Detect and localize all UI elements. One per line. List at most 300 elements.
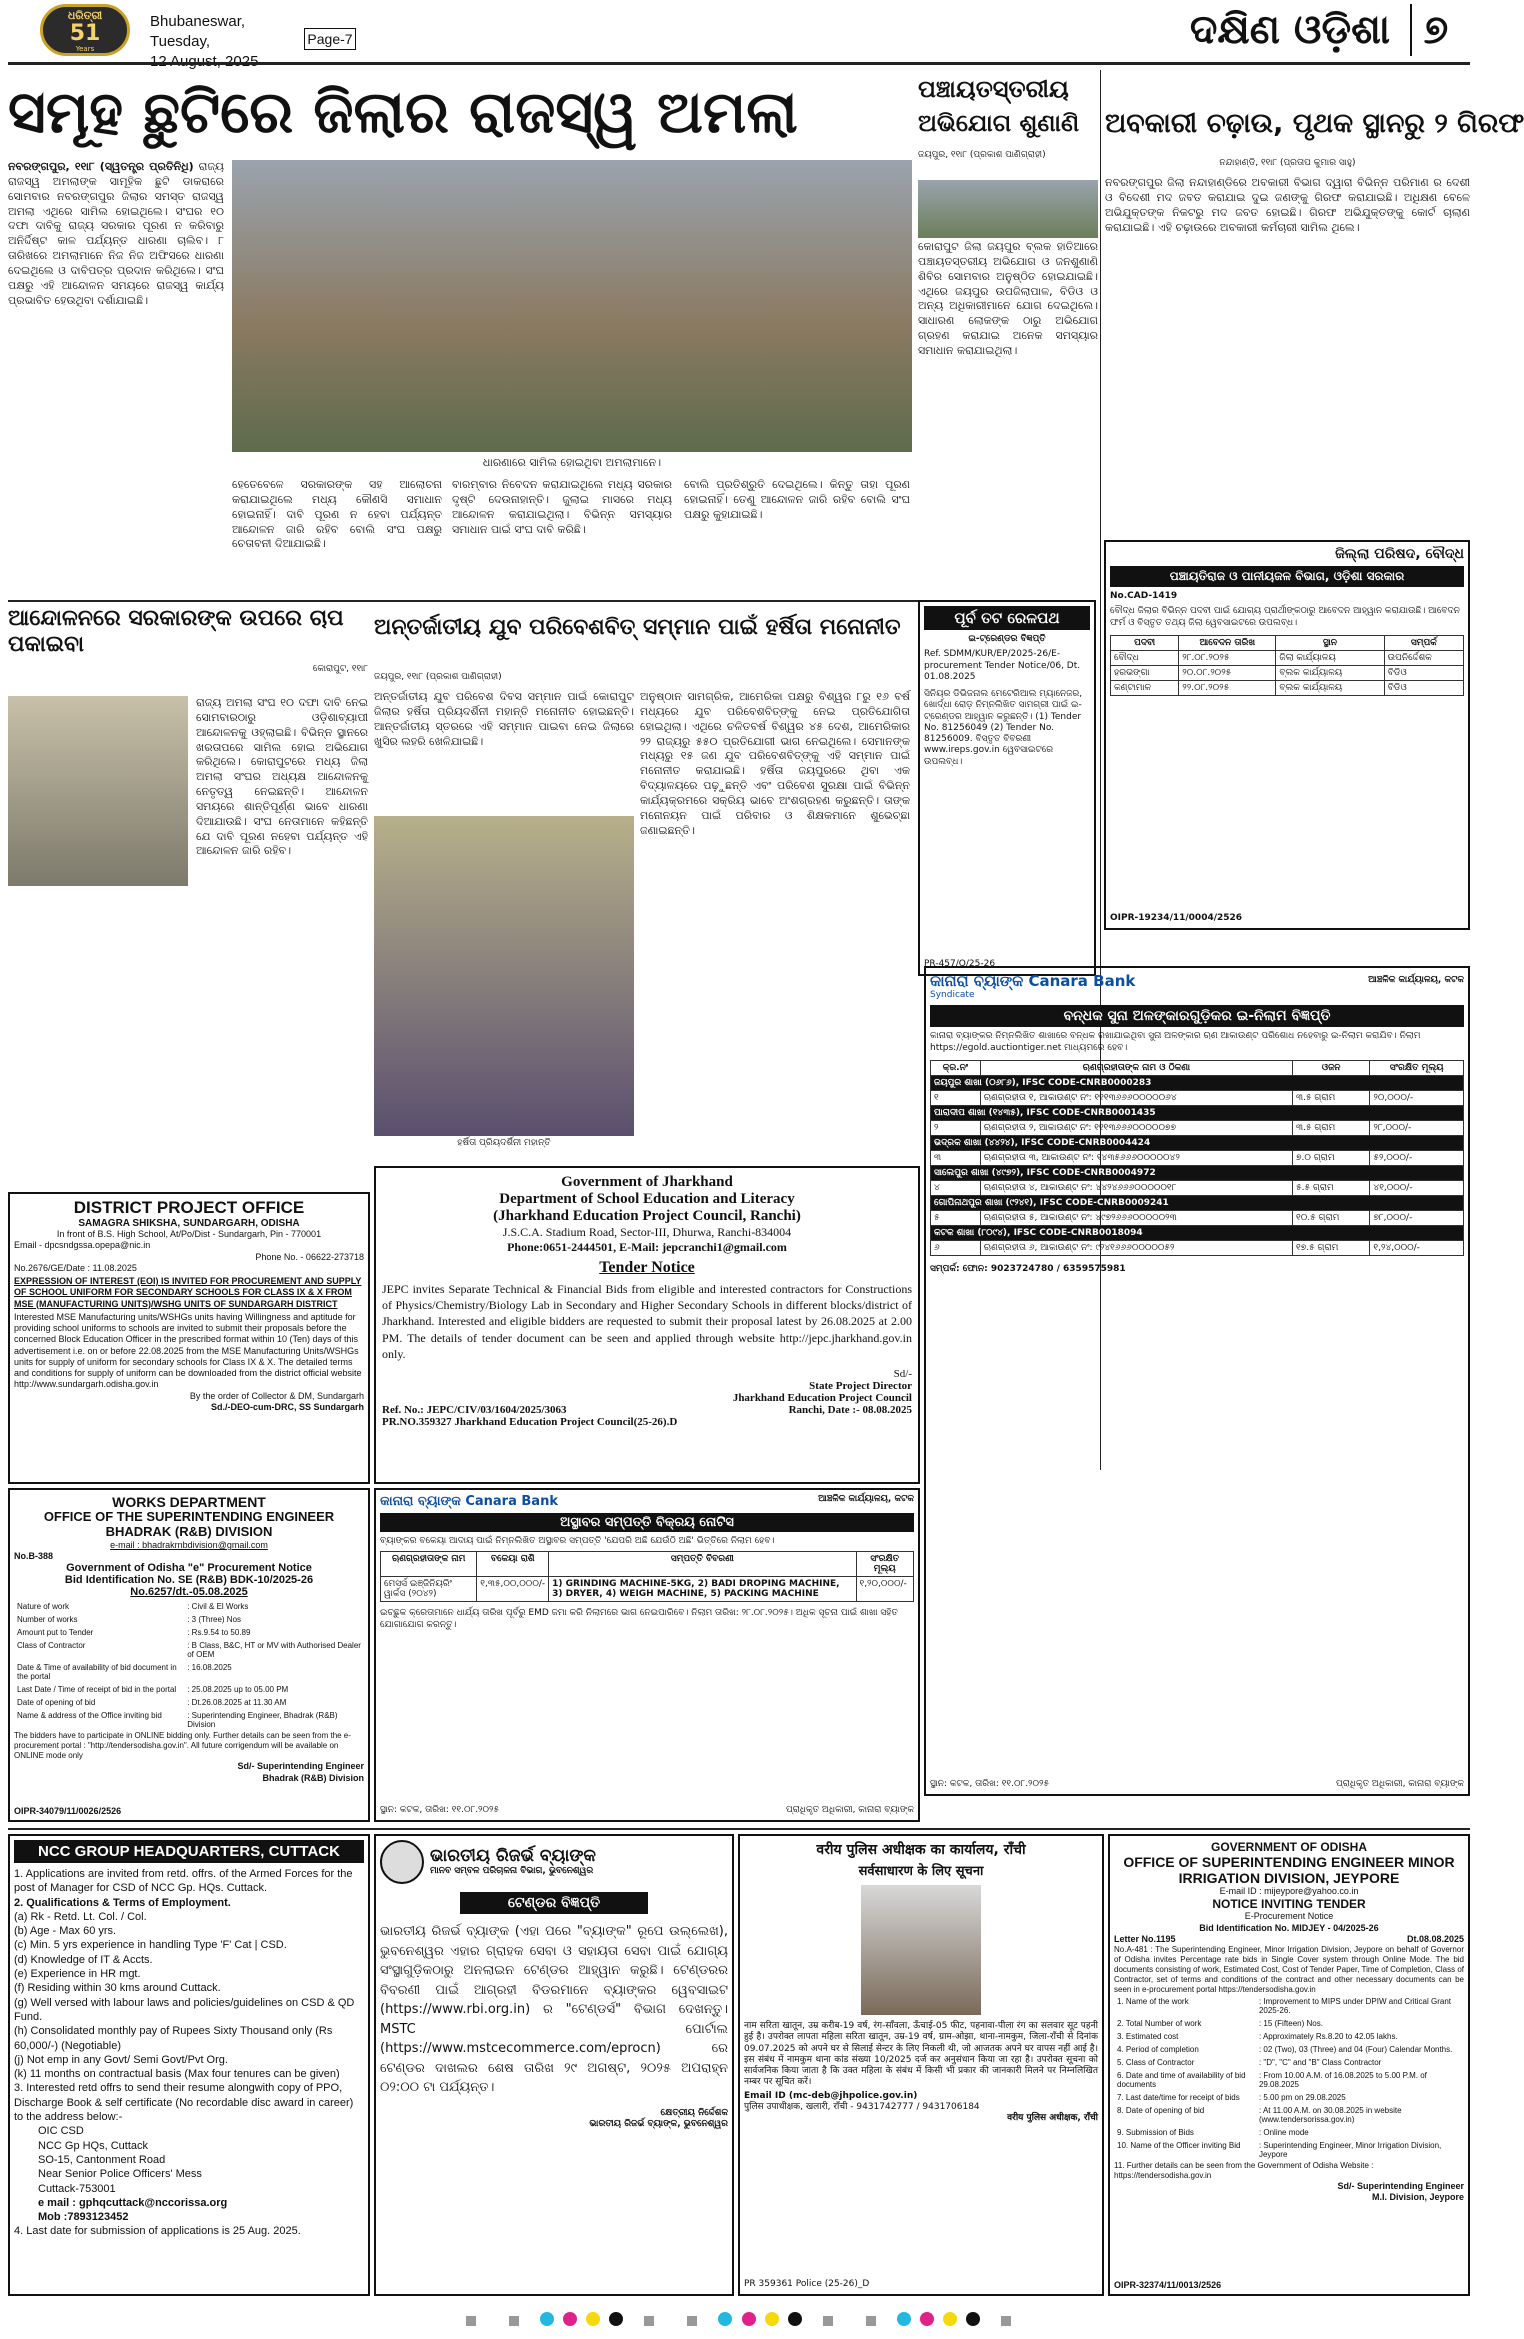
list-item: Mob :7893123452	[38, 2211, 129, 2224]
zilla-cell: ଜିଲା କାର୍ଯ୍ୟାଳୟ	[1276, 650, 1384, 665]
magenta-dot-icon	[742, 2312, 756, 2326]
magenta-dot-icon	[563, 2312, 577, 2326]
lead-story-body	[8, 160, 224, 596]
works-email: e-mail : bhadrakrnbdivision@gmail.com	[110, 1539, 268, 1550]
mi-val: : From 10.00 A.M. of 16.08.2025 to 5.00 P.M. of 29.08.2025	[1258, 2071, 1427, 2090]
dpo-email: Email - dpcsndgssa.opepa@nic.in	[14, 1240, 151, 1251]
zilla-cell: ୨୦.୦୮.୨୦୨୫	[1179, 665, 1276, 680]
cyan-dot-icon	[718, 2312, 732, 2326]
zilla-cell: ବିଡିଓ	[1384, 665, 1463, 680]
canara-cell: ୬	[931, 1240, 981, 1255]
lead-photo	[232, 160, 912, 452]
zilla-cell: ବ୍ଲକ କାର୍ଯ୍ୟାଳୟ	[1276, 680, 1384, 695]
mi-bid: Bid Identification No. MIDJEY - 04/2025-26	[1199, 1922, 1379, 1933]
works-date-ref: No.6257/dt.-05.08.2025	[130, 1586, 248, 1599]
youth-headline: ଅନ୍ତର୍ଜାତୀୟ ଯୁବ ପରିବେଶବିତ୍ ସମ୍ମାନ ପାଇଁ ହର୍ଷିତା ମନୋନୀତ	[374, 615, 901, 640]
movement-headline: ଆନ୍ଦୋଳନରେ ସରକାରଙ୍କ ଉପରେ ଚାପ ପକାଇବା	[8, 606, 344, 657]
grey-square-icon	[823, 2316, 833, 2326]
canara2-th: ଋଣଗ୍ରହୀତାଙ୍କ ନାମ	[381, 1552, 477, 1577]
works-val: : Superintending Engineer, Bhadrak (R&B) Division	[187, 1711, 338, 1730]
canara-place: ସ୍ଥାନ: କଟକ, ତାରିଖ: ୧୧.୦୮.୨୦୨୫	[930, 1778, 1050, 1789]
canara2-body: ଇଚ୍ଛୁକ କ୍ରେତାମାନେ ଧାର୍ଯ୍ୟ ତାରିଖ ପୂର୍ବରୁ EMD ଜମା କରି ନିଲାମରେ ଭାଗ ନେଇପାରିବେ। ନିଲାମ ତାରିଖ: ୨୮.୦୮.୨୦୨୫। ଅଧିକ ସୂଚନା ପାଇଁ ଶାଖା ସହିତ ଯୋଗାଯୋଗ କରନ୍ତୁ।	[380, 1608, 898, 1630]
canara-cell: ୫୨,୦୦୦/-	[1370, 1150, 1464, 1165]
canara2-table-header	[381, 1552, 914, 1577]
list-item: (c) Min. 5 yrs experience in handling Type 'F' Cat | CSD.	[14, 1939, 287, 1952]
dpo-address: In front of B.S. High School, At/Po/Dist - Sundargarh, Pin - 770001	[56, 1229, 322, 1239]
zilla-table-header	[1111, 635, 1464, 650]
zilla-th: ଆବେଦନ ତାରିଖ	[1179, 635, 1276, 650]
works-key: Nature of work	[17, 1602, 70, 1612]
list-item: NCC Gp HQs, Cuttack	[38, 2139, 149, 2152]
youth-dateline: ଜୟପୁର, ୧୧ା୮ (ପ୍ରକାଶ ପାଣିଗ୍ରାହୀ)	[374, 672, 502, 682]
branch-bar	[931, 1135, 1464, 1150]
canara-cell: ଋଣଗ୍ରହୀତା ୩, ଆକାଉଣ୍ଟ ନଂ: ୧୪୩୫୬୬୬୦୦୦୦୦୪୨	[980, 1150, 1292, 1165]
page-label: Page-7	[304, 28, 356, 50]
canara-intro: କାନାରା ବ୍ୟାଙ୍କର ନିମ୍ନଲିଖିତ ଶାଖାରେ ବନ୍ଧକ ରଖାଯାଇଥିବା ସୁନା ଅଳଙ୍କାର ଋଣ ଆକାଉଣ୍ଟ ପରିଶୋଧ ନହେବାରୁ ଇ-ନିଲାମ କରାଯିବ। ନିଲାମ https://egold.auctiontiger.net ମାଧ୍ୟମରେ ହେବ।	[930, 1031, 1421, 1053]
table-row	[931, 1120, 1464, 1135]
table-row	[14, 1626, 364, 1639]
works-key: Name & address of the Office inviting bid	[17, 1711, 162, 1721]
canara-sign: ପ୍ରାଧିକୃତ ଅଧିକାରୀ, କାନାରା ବ୍ୟାଙ୍କ	[1336, 1778, 1464, 1789]
mi-table	[1114, 1995, 1464, 2161]
canara2-cell: ୧,୩୫,୦୦,୦୦୦/-	[477, 1577, 549, 1602]
canara2-header	[380, 1494, 914, 1509]
panchayat-photo	[918, 180, 1098, 238]
zilla-cell: ୨୨.୦୮.୨୦୨୫	[1179, 680, 1276, 695]
youth-body-right: ଅନୁଷ୍ଠାନ ସାମଗ୍ରିକ, ଆମେରିକା ପକ୍ଷରୁ ବିଶ୍ୱର ୮ରୁ ୧୬ ବର୍ଷ ମଧ୍ୟରେ ଯୁବ ପରିବେଶବିତ୍‌ଙ୍କୁ ନେଇ ପ୍ରତିଯୋଗିତା ହୋଇଥିଲା। ଏଥିରେ ଚଳିତବର୍ଷ ବିଶ୍ୱର ୪୫ ଦେଶ, ଆମେରିକାର ୨୨ ରାଜ୍ୟରୁ ୫୫୦ ପ୍ରତିଯୋଗୀ ଭାଗ ନେଇଥିଲେ। ସେମାନଙ୍କ ମଧ୍ୟରୁ ୧୫ ଜଣ ଯୁବ ପରିବେଶବିତ୍‌ଙ୍କୁ ଏହି ସମ୍ମାନ ପାଇଁ ମନୋନୀତ କରାଯାଇଛି। ହର୍ଷିତା ଜୟପୁରରେ ଥିବା ଏକ ବିଦ୍ୟାଳୟରେ ପଢ଼ୁଛନ୍ତି ଏବଂ ପରିବେଶ ସୁରକ୍ଷା ପାଇଁ ବିଭିନ୍ନ କାର୍ଯ୍ୟକ୍ରମରେ ସକ୍ରିୟ ଭାବେ ଅଂଶଗ୍ରହଣ କରୁଛନ୍ତି। ତାଙ୍କ ମନୋନୟନ ପାଇଁ ପରିବାର ଓ ଶିକ୍ଷକମାନେ ଶୁଭେଚ୍ଛା ଜଣାଇଛନ୍ତି।	[640, 690, 910, 837]
dpo-sign: By the order of Collector & DM, Sundargarh	[189, 1390, 364, 1401]
dpo-phone: Phone No. - 06622-273718	[255, 1251, 364, 1262]
mi-val: : "D", "C" and "B" Class Contractor	[1258, 2058, 1382, 2068]
black-dot-icon	[609, 2312, 623, 2326]
canara-branch: କଟକ ଶାଖା (୮୦୯୪), IFSC CODE-CNRB0018094	[931, 1225, 1464, 1240]
works-sign-2: Bhadrak (R&B) Division	[262, 1772, 364, 1783]
zilla-cell: ହରଭଙ୍ଗା	[1111, 665, 1179, 680]
canara-title: ବନ୍ଧକ ସୁନା ଅଳଙ୍କାରଗୁଡ଼ିକର ଇ-ନିଲାମ ବିଜ୍ଞପ୍ତି	[930, 1005, 1464, 1027]
canara2-th: ବକେୟା ରାଶି	[477, 1552, 549, 1577]
list-item: 1. Applications are invited from retd. offrs. of the Armed Forces for the post of Manager for CSD of NCC Gp. HQs. Cuttack.	[14, 1868, 353, 1895]
masthead	[0, 0, 1477, 60]
zilla-table	[1110, 635, 1464, 696]
canara-cell: ୭.୦ ଗ୍ରାମ	[1293, 1150, 1370, 1165]
movement-body: ରାଜ୍ୟ ଅମଲା ସଂଘ ୧୦ ଦଫା ଦାବି ନେଇ ସୋମବାରଠାରୁ ଓଡ଼ିଶାବ୍ୟାପୀ ଆନ୍ଦୋଳନକୁ ଓହ୍ଲାଇଛି। ବିଭିନ୍ନ ସ୍ଥାନରେ ଖରତାପରେ ସାମିଲ ହୋଇ ଅଭିଯୋଗ କରିଥିଲେ। କୋରାପୁଟରେ ମଧ୍ୟ ଜିଲା ଅମଲା ସଂଘର ଅଧ୍ୟକ୍ଷ ଆନ୍ଦୋଳନକୁ ନେତୃତ୍ୱ ନେଇଛନ୍ତି। ଆନ୍ଦୋଳନ ସମୟରେ ଶାନ୍ତିପୂର୍ଣ୍ଣ ଭାବେ ଧାରଣା ଦିଆଯାଉଛି। ସଂଘ ନେତାମାନେ କହିଛନ୍ତି ଯେ ଦାବି ପୂରଣ ନହେବା ପର୍ଯ୍ୟନ୍ତ ଏହି ଆନ୍ଦୋଳନ ଜାରି ରହିବ।	[196, 696, 368, 858]
table-row	[381, 1577, 914, 1602]
table-row	[1114, 2017, 1464, 2030]
canara2-sign-2: ପ୍ରାଧିକୃତ ଅଧିକାରୀ, କାନାରା ବ୍ୟାଙ୍କ	[786, 1804, 914, 1815]
table-row	[14, 1613, 364, 1626]
canara2-cell: ୧,୨୦,୦୦୦/-	[856, 1577, 914, 1602]
jh-sign-3: Jharkhand Education Project Council	[732, 1391, 912, 1404]
mi-val: : Superintending Engineer, Minor Irrigation Division, Jeypore	[1258, 2141, 1442, 2160]
police-sign: वरीय पुलिस अधीक्षक, राँची	[1007, 2113, 1098, 2123]
rbi-title: ଭାରତୀୟ ରିଜର୍ଭ ବ୍ୟାଙ୍କ	[430, 1846, 596, 1867]
table-row	[14, 1683, 364, 1696]
canara-cell: ୫.୫ ଗ୍ରାମ	[1293, 1180, 1370, 1195]
canara-th: ଋଣଗ୍ରହୀତାଙ୍କ ନାମ ଓ ଠିକଣା	[980, 1060, 1292, 1075]
panchayat-dateline: ଜୟପୁର, ୧୧ା୮ (ପ୍ରକାଶ ପାଣିଗ୍ରାହୀ)	[918, 150, 1046, 160]
mi-key: 3. Estimated cost	[1117, 2032, 1179, 2042]
ncc-items	[14, 1867, 364, 2239]
canara-header	[930, 972, 1464, 990]
canara-sale-ad	[374, 1488, 920, 1822]
masthead-rule	[8, 62, 1470, 65]
dateline	[150, 12, 300, 58]
rbi-ad	[374, 1834, 734, 2296]
list-item: 3. Interested retd offrs to send their resume alongwith copy of PPO, Discharge Book & self certificate (No recordable disc award in career) to the address below:-	[14, 2082, 354, 2124]
canara2-cell: ମେସର୍ସ ଇଞ୍ଜିନିୟରିଂ ୱାର୍କସ (୨୦୪୨)	[381, 1577, 477, 1602]
railway-title: ପୂର୍ବ ତଟ ରେଳପଥ	[924, 606, 1090, 630]
table-row	[14, 1661, 364, 1683]
list-item: Near Senior Police Officers' Mess	[38, 2168, 202, 2181]
police-pr: PR 359361 Police (25-26)_D	[744, 2278, 870, 2289]
mi-letter-row	[1114, 1934, 1464, 1945]
works-val: : B Class, B&C, HT or MV with Authorised Dealer of OEM	[187, 1641, 361, 1660]
canara-cell: ୧,୨୪,୦୦୦/-	[1370, 1240, 1464, 1255]
dateline-line-1: Bhubaneswar, Tuesday,	[150, 13, 246, 50]
excise-body: ନବରଙ୍ଗପୁର ଜିଲା ନନ୍ଦାହାଣ୍ଡିରେ ଅବକାରୀ ବିଭାଗ ଦ୍ୱାରା ବିଭିନ୍ନ ପରିମାଣ ର ଦେଶୀ ଓ ବିଦେଶୀ ମଦ ଜବତ କରାଯାଇ ଦୁଇ ଜଣଙ୍କୁ ଗିରଫ କରାଯାଇଛି। ଅଧିକ୍ଷଣ ବେଳେ ଅଭିଯୁକ୍ତଙ୍କ ନିକଟରୁ ମଦ ଜବତ ହୋଇଛି। ଗିରଫ ଅଭିଯୁକ୍ତଙ୍କୁ କୋର୍ଟ ଚାଲାଣ କରାଯାଇଛି। ଏହି ଚଢ଼ାଉରେ ଅବକାରୀ କର୍ମଚାରୀ ସାମିଲ ଥିଲେ।	[1105, 176, 1470, 234]
mi-key: 6. Date and time of availability of bid documents	[1117, 2071, 1246, 2090]
zilla-cell: ଉପନିର୍ଦ୍ଦେଶକ	[1384, 650, 1463, 665]
table-row	[1114, 2069, 1464, 2091]
canara2-th: ସଂରକ୍ଷିତ ମୂଲ୍ୟ	[856, 1552, 914, 1577]
table-row	[931, 1090, 1464, 1105]
lead-col-4: ବୋଲି ପ୍ରତିଶ୍ରୁତି ଦେଇଥିଲେ। କିନ୍ତୁ ତାହା ପୂରଣ ହୋଇନାହିଁ। ତେଣୁ ଆନ୍ଦୋଳନ ଜାରି ରହିବ ବୋଲି ସଂଘ ପକ୍ଷରୁ କୁହାଯାଇଛି।	[684, 478, 910, 521]
black-dot-icon	[966, 2312, 980, 2326]
excise-dateline: ନନ୍ଦାହାଣ୍ଡି, ୧୧ା୮ (ପ୍ରତାପ କୁମାର ସାହୁ)	[1219, 158, 1356, 168]
railway-footer: PR-457/Q/25-26	[924, 958, 996, 969]
table-row	[1114, 2056, 1464, 2069]
canara2-title: ଅସ୍ଥାବର ସମ୍ପତ୍ତି ବିକ୍ରୟ ନୋଟିସ	[380, 1513, 914, 1532]
mi-email: E-mail ID : mijeypore@yahoo.co.in	[1219, 1886, 1359, 1897]
movement-photo	[8, 696, 188, 886]
missing-person-photo	[861, 1885, 981, 2015]
canara-cell: ଋଣଗ୍ରହୀତା ୪, ଆକାଉଣ୍ଟ ନଂ: ୪୪୨୪୬୬୬୦୦୦୦୦୧୮	[980, 1180, 1292, 1195]
works-key: Date & Time of availability of bid document in the portal	[17, 1663, 177, 1682]
jh-line-4: J.S.C.A. Stadium Road, Sector-III, Dhurwa, Ranchi-834004	[502, 1225, 792, 1239]
works-val: : 16.08.2025	[187, 1663, 232, 1673]
yellow-dot-icon	[943, 2312, 957, 2326]
table-row	[1111, 680, 1464, 695]
rbi-header	[380, 1840, 728, 1884]
canara-table	[930, 1060, 1464, 1256]
list-item: (k) 11 months on contractual basis (Max four tenures can be given)	[14, 2068, 340, 2081]
canara-cell: ୪୧,୦୦୦/-	[1370, 1180, 1464, 1195]
canara-gold-ad	[924, 966, 1470, 1796]
branch-bar	[931, 1105, 1464, 1120]
railway-subtitle: ଇ-ଟ୍ରେଣ୍ଡର ବିଜ୍ଞପ୍ତି	[968, 634, 1046, 644]
grey-square-icon	[687, 2316, 697, 2326]
canara-cell: ୨୦,୦୦୦/-	[1370, 1090, 1464, 1105]
table-row	[14, 1600, 364, 1613]
table-row	[931, 1210, 1464, 1225]
table-row	[1114, 2091, 1464, 2104]
section-title: ଦକ୍ଷିଣ ଓଡ଼ିଶା	[1189, 7, 1390, 53]
works-dept: WORKS DEPARTMENT	[112, 1494, 266, 1510]
mi-val: : At 11.00 A.M. on 30.08.2025 in website (www.tendersorissa.gov.in)	[1258, 2106, 1402, 2125]
dpo-body: Interested MSE Manufacturing units/WSHGs units having Willingness and aptitude for providing school uniforms to schools are invited to submit their proposals before the concerned Block Education Officer in the prescribed format within 10 (Ten) days of this advertisement i.e. on or before 22.08.2025 from the MSE Manufacturing Units/WSHGs units for supply of uniform for secondary schools for Class IX & X. The detailed terms and conditions for supply of uniform can be downloaded from the district official website http://www.sundargarh.odisha.gov.in	[14, 1311, 362, 1390]
jharkhand-ad	[374, 1166, 920, 1484]
logo-number: 51	[69, 21, 101, 46]
canara-sub: Syndicate	[930, 990, 975, 1000]
works-key: Date of opening of bid	[17, 1698, 96, 1708]
canara2-cell: 1) GRINDING MACHINE-5KG, 2) BADI DROPING MACHINE, 3) DRYER, 4) WEIGH MACHINE, 5) PACKING MACHINE	[549, 1577, 856, 1602]
mi-gov: GOVERNMENT OF ODISHA	[1210, 1840, 1367, 1854]
zilla-th: ସମ୍ପର୍କ	[1384, 635, 1463, 650]
lead-photo-caption: ଧାରଣାରେ ସାମିଲ ହୋଇଥିବା ଅମଲାମାନେ।	[482, 456, 662, 469]
list-item: OIC CSD	[38, 2125, 84, 2138]
zilla-cell: ବୌଦ୍ଧ	[1111, 650, 1179, 665]
dpo-org: SAMAGRA SHIKSHA, SUNDARGARH, ODISHA	[78, 1218, 300, 1229]
mi-sign: Sd/- Superintending Engineer	[1337, 2181, 1464, 2192]
list-item: Cuttack-753001	[38, 2182, 116, 2195]
zilla-footer: OIPR-19234/11/0004/2526	[1110, 912, 1243, 923]
mi-sign-2: M.I. Division, Jeypore	[1371, 2192, 1464, 2203]
canara-cell: ୪	[931, 1180, 981, 1195]
table-row	[1111, 650, 1464, 665]
railway-ref: Ref. SDMM/KUR/EP/2025-26/E-procurement Tender Notice/06, Dt. 01.08.2025	[924, 649, 1081, 682]
mi-footer: OIPR-32374/11/0013/2526	[1114, 2279, 1222, 2290]
table-row	[1114, 2126, 1464, 2139]
rbi-logo-icon	[380, 1840, 424, 1884]
canara-cell: ୩	[931, 1150, 981, 1165]
canara-cell: ୩.୫ ଗ୍ରାମ	[1293, 1120, 1370, 1135]
list-item: (d) Knowledge of IT & Accts.	[14, 1953, 153, 1966]
zilla-cell: ୨୮.୦୮.୨୦୨୫	[1179, 650, 1276, 665]
canara-th: ସଂରକ୍ଷିତ ମୂଲ୍ୟ	[1370, 1060, 1464, 1075]
dpo-ref: No.2676/GE/Date : 11.08.2025	[14, 1262, 137, 1273]
zilla-title: ଜିଲ୍ଲା ପରିଷଦ, ବୌଦ୍ଧ	[1335, 546, 1464, 562]
rbi-sign-2: ଭାରତୀୟ ରିଜର୍ଭ ବ୍ୟାଙ୍କ, ଭୁବନେଶ୍ୱର	[589, 2118, 728, 2129]
canara-table-header	[931, 1060, 1464, 1075]
table-row	[1114, 2104, 1464, 2126]
works-val: : Civil & El Works	[187, 1602, 249, 1612]
cyan-dot-icon	[897, 2312, 911, 2326]
jh-sign-2: State Project Director	[809, 1379, 912, 1392]
cyan-dot-icon	[540, 2312, 554, 2326]
jh-body: JEPC invites Separate Technical & Financial Bids from eligible and interested contractors for Constructions of Physics/Chemistry/Biology Lab in Secondary and Higher Secondary Schools in different blocks/district of Jharkhand. Interested and eligible bidders are requested to submit their proposal latest by 26.08.2025 at 2.00 PM. The details of tender document can be seen and applied through website http://jepc.jharkhand.gov.in only.	[382, 1282, 912, 1361]
registration-marks	[0, 2306, 1477, 2336]
table-row	[14, 1639, 364, 1661]
grey-square-icon	[866, 2316, 876, 2326]
police-phones: पुलिस उपाधीक्षक, खलारी, राँची - 9431742777 / 9431706184	[744, 2101, 980, 2112]
ncc-title: NCC GROUP HEADQUARTERS, CUTTACK	[14, 1840, 364, 1863]
works-office: OFFICE OF THE SUPERINTENDING ENGINEER BHADRAK (R&B) DIVISION	[43, 1509, 335, 1539]
works-val: : 3 (Three) Nos	[187, 1615, 242, 1625]
works-note: The bidders have to participate in ONLINE bidding only. Further details can be seen from the e-procurement portal : "http://tendersodisha.gov.in". All future corrigendum will be available on ONLINE mode only	[14, 1731, 351, 1761]
branch-bar	[931, 1165, 1464, 1180]
zilla-cell: ବିଡିଓ	[1384, 680, 1463, 695]
branch-bar	[931, 1225, 1464, 1240]
mi-key: 10. Name of the Officer inviting Bid	[1117, 2141, 1241, 2151]
works-bid: Bid Identification No. SE (R&B) BDK-10/2025-26	[64, 1574, 314, 1587]
logo-top: ଧରିତ୍ରୀ	[67, 9, 103, 22]
mi-val: : Approximately Rs.8.20 to 42.05 lakhs.	[1258, 2032, 1398, 2042]
jh-line-1: Government of Jharkhand	[561, 1174, 733, 1190]
canara-cell: ୨	[931, 1120, 981, 1135]
mi-key: 4. Period of completion	[1117, 2045, 1199, 2055]
jh-line-3: (Jharkhand Education Project Council, Ranchi)	[493, 1208, 801, 1224]
list-item: e mail : gphqcuttack@nccorissa.org	[38, 2196, 228, 2209]
works-table	[14, 1600, 364, 1731]
dpo-sign-2: Sd./-DEO-cum-DRC, SS Sundargarh	[210, 1401, 364, 1412]
canara2-office: ଆଞ୍ଚଳିକ କାର୍ଯ୍ୟାଳୟ, କଟକ	[818, 1494, 914, 1504]
zilla-cell: କଣ୍ଟାମାଳ	[1111, 680, 1179, 695]
jh-title: Tender Notice	[599, 1259, 695, 1276]
zilla-ad	[1104, 540, 1470, 930]
list-item: SO-15, Cantonment Road	[38, 2153, 166, 2166]
list-item: (g) Well versed with labour laws and policies/guidelines on CSD & QD Fund.	[14, 1996, 355, 2023]
jh-date: Ranchi, Date :- 08.08.2025	[788, 1403, 912, 1416]
police-body: नाम सरिता खातून, उम्र करीब-19 वर्ष, रंग-साँवला, ऊँचाई-05 फीट, पहनावा-पीला रंग का सलवार सूट पहनी हुई है। उपरोक्त लापता महिला सरिता खातून, उम्र-19 वर्ष, ग्राम-ओझा, थाना-नामकुम, जिला-राँची से दिनांक 09.07.2025 को अपने घर से सिलाई सेन्टर के लिए निकली थी, जो आजतक अपने घर वापस नहीं आई है। इस संबंध में नामकुम थाना कांड संख्या 10/2025 दर्ज कर अनुसंधान किया जा रहा है। उपरोक्त सूचना को सार्वजनिक किया जाता है कि उक्त महिला के संबंध में किसी भी प्रकार की जानकारी मिलने पर निम्नलिखित नम्बर पर सूचित करें।	[744, 2021, 1098, 2088]
canara-cell: ୧	[931, 1090, 981, 1105]
district-project-ad	[8, 1192, 370, 1484]
mi-date: Dt.08.08.2025	[1406, 1933, 1464, 1944]
mi-key: 8. Date of opening of bid	[1117, 2106, 1205, 2116]
lead-col-3: ବାରମ୍ବାର ନିବେଦନ କରାଯାଇଥିଲେ ମଧ୍ୟ ସରକାର ଦୃଷ୍ଟି ଦେଉନାହାନ୍ତି। ଜୁଲାଇ ମାସରେ ମଧ୍ୟ ଆନ୍ଦୋଳନ କରାଯାଇଥିଲା। ବିଭିନ୍ନ ସମସ୍ୟାର ସମାଧାନ ପାଇଁ ସଂଘ ଦାବି କରିଛି।	[452, 478, 672, 536]
list-item: (f) Residing within 30 kms around Cuttack.	[14, 1982, 221, 1995]
canara-cell: ୧୭.୫ ଗ୍ରାମ	[1293, 1240, 1370, 1255]
lead-col-2: ହେତେବେଳେ ସରକାରଙ୍କ ସହ ଆଲୋଚନା କରାଯାଇଥିଲେ ମଧ୍ୟ କୌଣସି ସମାଧାନ ହୋଇନାହିଁ। ଦାବି ପୂରଣ ନ ହେବା ପର୍ଯ୍ୟନ୍ତ ଆନ୍ଦୋଳନ ଜାରି ରହିବ ବୋଲି ସଂଘ ପକ୍ଷରୁ ଚେତାବନୀ ଦିଆଯାଇଛି।	[232, 478, 442, 551]
canara2-sign: ସ୍ଥାନ: କଟକ, ତାରିଖ: ୧୧.୦୮.୨୦୨୫	[380, 1804, 500, 1815]
lead-dateline: ନବରଙ୍ଗପୁର, ୧୧ା୮ (ସ୍ୱତନ୍ତ୍ର ପ୍ରତିନିଧି)	[8, 160, 194, 173]
mi-key: 7. Last date/time for receipt of bids	[1117, 2093, 1240, 2103]
zilla-th: ପଦବୀ	[1111, 635, 1179, 650]
ncc-ad	[8, 1834, 370, 2296]
canara-cell: ଋଣଗ୍ରହୀତା ୬, ଆକାଉଣ୍ଟ ନଂ: ୯୨୪୧୬୬୬୦୦୦୦୦୫୨	[980, 1240, 1292, 1255]
rbi-subtitle: ମାନବ ସମ୍ବଳ ପରିଚାଳନା ବିଭାଗ, ଭୁବନେଶ୍ୱର	[430, 1866, 594, 1877]
mi-key: 2. Total Number of work	[1117, 2019, 1202, 2029]
page-number: ୭	[1410, 4, 1460, 56]
list-item: (e) Experience in HR mgt.	[14, 1968, 141, 1981]
mi-body: No.A-481 : The Superintending Engineer, Minor Irrigation Division, Jeypore on behalf of Governor of Odisha invites Percentage rate bids in Single Cover system through Online Mode. The bid documents consisting of work, Estimated Cost, Cost of Tender Paper, Time of Completion, Class of Contractor, set of terms and conditions of the contract and other necessary documents can be seen in e-procurement portal https://tendersodisha.gov.in	[1114, 1945, 1464, 1995]
works-footer: OIPR-34079/11/0026/2526	[14, 1805, 122, 1816]
table-row	[931, 1240, 1464, 1255]
mi-key: 9. Submission of Bids	[1117, 2128, 1194, 2138]
railway-ad	[918, 600, 1096, 976]
rbi-sign: କ୍ଷେତ୍ରୀୟ ନିର୍ଦ୍ଦେଶକ	[660, 2107, 728, 2118]
yellow-dot-icon	[765, 2312, 779, 2326]
canara-branch: ଭଦ୍ରକ ଶାଖା (୪୪୨୪), IFSC CODE-CNRB0004424	[931, 1135, 1464, 1150]
table-row	[14, 1709, 364, 1731]
table-row	[14, 1696, 364, 1709]
mi-key: 1. Name of the work	[1117, 1997, 1189, 2007]
police-subtitle: सर्वसाधारण के लिए सूचना	[858, 1864, 984, 1879]
canara-cell: ୧୦.୫ ଗ୍ରାମ	[1293, 1210, 1370, 1225]
canara-cell: ୫	[931, 1210, 981, 1225]
youth-photo-caption: ହର୍ଷିତା ପ୍ରିୟଦର୍ଶିନୀ ମହାନ୍ତି	[457, 1138, 551, 1148]
yellow-dot-icon	[586, 2312, 600, 2326]
minor-irrigation-ad	[1108, 1834, 1470, 2296]
mi-val: : 5.00 pm on 29.08.2025	[1258, 2093, 1346, 2103]
jh-ref: Ref. No.: JEPC/CIV/03/1604/2025/3063	[382, 1403, 567, 1416]
canara2-table	[380, 1551, 914, 1602]
canara-cell: ଋଣଗ୍ରହୀତା ୨, ଆକାଉଣ୍ଟ ନଂ: ୧୧୧୩୬୬୬୦୦୦୦୦୭୭	[980, 1120, 1292, 1135]
canara-contact: ସମ୍ପର୍କ: ଫୋନ: 9023724780 / 6359575981	[930, 1263, 1126, 1274]
table-row	[931, 1150, 1464, 1165]
jh-line-5: Phone:0651-2444501, E-Mail: jepcranchi1@gmail.com	[507, 1240, 787, 1254]
mi-val: : 15 (Fifteen) Nos.	[1258, 2019, 1323, 2029]
grey-square-icon	[644, 2316, 654, 2326]
canara2-intro: ବ୍ୟାଙ୍କର ବକେୟା ଆଦାୟ ପାଇଁ ନିମ୍ନଲିଖିତ ଅସ୍ଥାବର ସମ୍ପତ୍ତି 'ଯେପରି ଅଛି ଯେଉଁଠି ଅଛି' ଭିତ୍ତିରେ ନିଲାମ ହେବ।	[380, 1536, 775, 1546]
works-key: Last Date / Time of receipt of bid in the portal	[17, 1685, 177, 1695]
canara-cell: ୩.୫ ଗ୍ରାମ	[1293, 1090, 1370, 1105]
mi-val: : Online mode	[1258, 2128, 1309, 2138]
excise-headline: ଅବକାରୀ ଚଢ଼ାଉ, ପୃଥକ ସ୍ଥାନରୁ ୨ ଗିରଫ	[1105, 108, 1524, 139]
works-val: : Dt.26.08.2025 at 11.30 AM	[187, 1698, 287, 1708]
jh-pr: PR.NO.359327 Jharkhand Education Project Council(25-26).D	[382, 1415, 678, 1428]
railway-body: ସିନିୟର ଡିଭିଜନାଲ ମେଟେରିଆଲ ମ୍ୟାନେଜର, ଖୋର୍ଦ୍ଧା ରୋଡ଼ ନିମ୍ନଲିଖିତ ସାମଗ୍ରୀ ପାଇଁ ଇ-ଟ୍ରେଣ୍ଡର ଆହ୍ୱାନ କରୁଛନ୍ତି। (1) Tender No. 81256049 (2) Tender No. 81256009. ବିସ୍ତୃତ ବିବରଣୀ www.ireps.gov.in ୱେବସାଇଟରେ ଉପଲବ୍ଧ।	[924, 689, 1083, 767]
grey-square-icon	[1001, 2316, 1011, 2326]
police-title: वरीय पुलिस अधीक्षक का कार्यालय, राँची	[816, 1842, 1026, 1858]
logo-sub: Years	[75, 45, 95, 53]
bottom-section-rule	[8, 1828, 1470, 1830]
mi-val: : 02 (Two), 03 (Three) and 04 (Four) Calendar Months.	[1258, 2045, 1453, 2055]
canara-th: କ୍ର.ନଂ	[931, 1060, 981, 1075]
canara-cell: ଋଣଗ୍ରହୀତା ୧, ଆକାଉଣ୍ଟ ନଂ: ୧୧୧୩୬୬୬୦୦୦୦୦୬୪	[980, 1090, 1292, 1105]
zilla-subtitle: ପଞ୍ଚାୟତିରାଜ ଓ ପାନୀୟଜଳ ବିଭାଗ, ଓଡ଼ିଶା ସରକାର	[1110, 566, 1464, 587]
works-no: No.B-388	[14, 1551, 54, 1562]
works-key: Class of Contractor	[17, 1641, 86, 1651]
list-item: (j) Not emp in any Govt/ Semi Govt/Pvt Org.	[14, 2053, 228, 2066]
magenta-dot-icon	[920, 2312, 934, 2326]
jh-sign-block	[382, 1368, 912, 1404]
lead-headline: ସମୂହ ଛୁଟିରେ ଜିଲାର ରାଜସ୍ୱ ଅମଲା	[8, 78, 798, 146]
canara-office: ଆଞ୍ଚଳିକ କାର୍ଯ୍ୟାଳୟ, କଟକ	[1368, 975, 1464, 986]
list-item: (b) Age - Max 60 yrs.	[14, 1925, 117, 1938]
dpo-title: DISTRICT PROJECT OFFICE	[73, 1198, 305, 1217]
branch-bar	[931, 1075, 1464, 1090]
movement-dateline: କୋରାପୁଟ, ୧୧ା୮	[312, 664, 368, 674]
mi-notice: NOTICE INVITING TENDER	[1212, 1897, 1366, 1912]
canara-th: ଓଜନ	[1293, 1060, 1370, 1075]
panchayat-body: କୋରାପୁଟ ଜିଲା ଜୟପୁର ବ୍ଲକ ହାତିଆରେ ପଞ୍ଚାୟତସ୍ତରୀୟ ଅଭିଯୋଗ ଓ ଜନଶୁଣାଣି ଶିବିର ସୋମବାର ଅନୁଷ୍ଠିତ ହୋଇଯାଇଛି। ଏଥିରେ ଜୟପୁର ଉପଜିଲାପାଳ, ବିଡିଓ ଓ ଅନ୍ୟ ଅଧିକାରୀମାନେ ଯୋଗ ଦେଇଥିଲେ। ସାଧାରଣ ଲୋକଙ୍କ ଠାରୁ ଅଭିଯୋଗ ଗ୍ରହଣ କରାଯାଇ ଅନେକ ସମସ୍ୟାର ସମାଧାନ କରାଯାଇଥିଲା।	[918, 240, 1098, 357]
list-item: (a) Rk - Retd. Lt. Col. / Col.	[14, 1910, 147, 1923]
zilla-th: ସ୍ଥାନ	[1276, 635, 1384, 650]
list-item: 4. Last date for submission of applications is 25 Aug. 2025.	[14, 2225, 301, 2238]
jh-ref-row	[382, 1404, 912, 1416]
youth-body-left: ଅନ୍ତର୍ଜାତୀୟ ଯୁବ ପରିବେଶ ଦିବସ ସମ୍ମାନ ପାଇଁ କୋରାପୁଟ ଜିଲାର ହର୍ଷିତା ପ୍ରିୟଦର୍ଶିନୀ ମହାନ୍ତି ମନୋନୀତ ହୋଇଛନ୍ତି। ଆନ୍ତର୍ଜାତୀୟ ସ୍ତରରେ ଏହି ସମ୍ମାନ ପାଇବା ନେଇ ଜିଲାରେ ଖୁସିର ଲହରି ଖେଳିଯାଇଛି।	[374, 690, 634, 748]
works-val: : 25.08.2025 up to 05.00 PM	[187, 1685, 289, 1695]
canara-branch: ଗୋପିନାଥପୁର ଶାଖା (୯୨୪୧), IFSC CODE-CNRB0009241	[931, 1195, 1464, 1210]
table-row	[931, 1180, 1464, 1195]
jh-line-2: Department of School Education and Literacy	[499, 1191, 795, 1207]
zilla-notice-no: No.CAD-1419	[1110, 591, 1178, 601]
mi-val: : Improvement to MIPS under DPIW and Critical Grant 2025-26.	[1258, 1997, 1452, 2016]
works-sign: Sd/- Superintending Engineer	[237, 1761, 364, 1772]
canara-cell: ୨୮,୦୦୦/-	[1370, 1120, 1464, 1135]
table-row	[1114, 1995, 1464, 2017]
canara-brand: କାନାରା ବ୍ୟାଙ୍କ Canara Bank	[930, 972, 1136, 990]
mi-letter: Letter No.1195	[1114, 1933, 1176, 1944]
canara-branch: ଜୟପୁର ଶାଖା (୦୬୮୬), IFSC CODE-CNRB0000283	[931, 1075, 1464, 1090]
table-row	[1114, 2043, 1464, 2056]
list-item: (h) Consolidated monthly pay of Rupees Sixty Thousand only (Rs 60,000/-) (Negotiable)	[14, 2025, 333, 2052]
dpo-subject: EXPRESSION OF INTEREST (EOI) IS INVITED FOR PROCUREMENT AND SUPPLY OF SCHOOL UNIFORM FOR SECONDARY SCHOOLS FOR CLASS IX & X FROM MSE (MANUFACTURING UNITS)/WSHG UNITS OF SUNDARGARH DISTRICT	[14, 1276, 362, 1309]
mi-note: 11. Further details can be seen from the Government of Odisha Website : https://tendersodisha.gov.in	[1114, 2161, 1374, 2181]
logo-badge	[40, 4, 130, 56]
table-row	[1111, 665, 1464, 680]
table-row	[1114, 2139, 1464, 2161]
canara2-th: ସମ୍ପତ୍ତି ବିବରଣୀ	[549, 1552, 856, 1577]
works-dept-ad	[8, 1488, 370, 1822]
police-email: Email ID (mc-deb@jhpolice.gov.in)	[744, 2090, 918, 2101]
table-row	[1114, 2030, 1464, 2043]
works-val: : Rs.9.54 to 50.89	[187, 1628, 251, 1638]
jh-sign-1: Sd/-	[893, 1367, 912, 1380]
mi-office: OFFICE OF SUPERINTENDING ENGINEER MINOR IRRIGATION DIVISION, JEYPORE	[1123, 1854, 1455, 1887]
mi-key: 5. Class of Contractor	[1117, 2058, 1195, 2068]
zilla-cell: ବ୍ଲକ କାର୍ଯ୍ୟାଳୟ	[1276, 665, 1384, 680]
